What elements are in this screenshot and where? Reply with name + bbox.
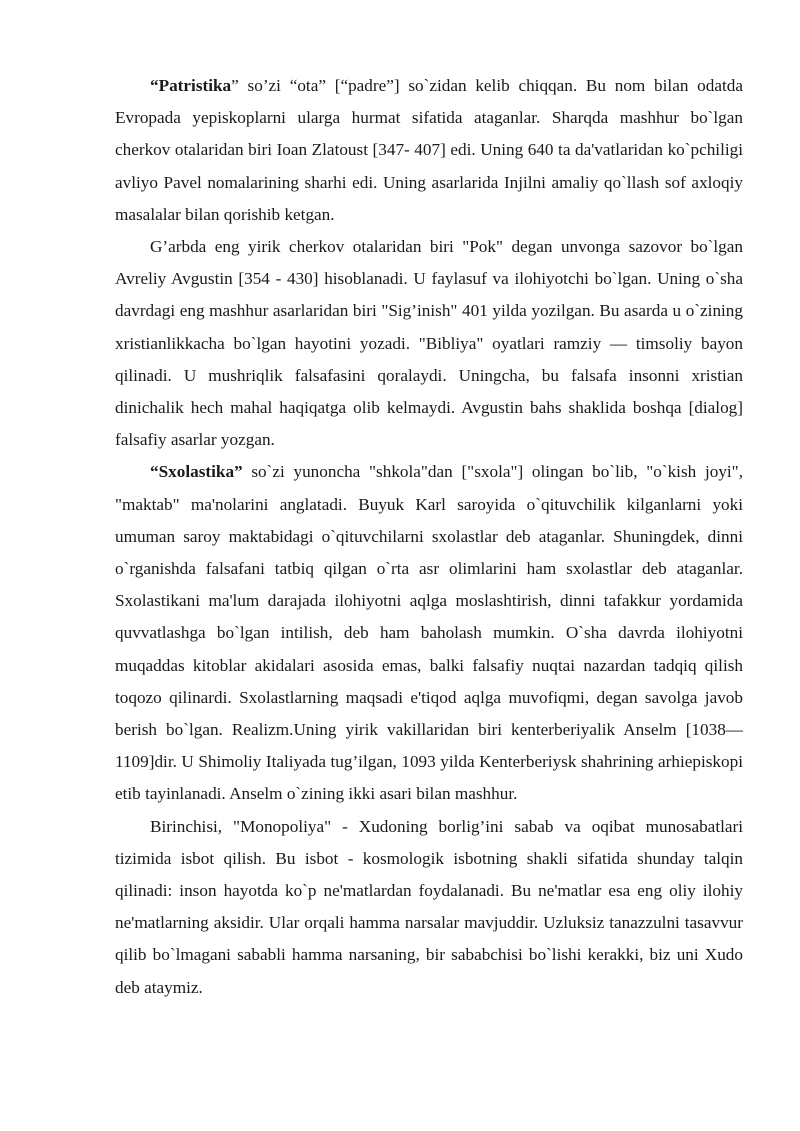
paragraph-sxolastika (115, 456, 743, 810)
term-sxolastika: “Sxolastika” (150, 462, 243, 482)
paragraph-avgustin (115, 231, 743, 456)
paragraph-text: so`zi yunoncha "shkola"dan ["sxola"] olingan bo`lib, "o`kish joyi", "maktab" ma'nolarini anglatadi. Buyuk Karl saroyida o`qituvchilik kilganlarni yoki umuman saroy maktabidagi o`qituvchilarni sxolastlar deb ataganlar. Shuningdek, dinni o`rganishda falsafani tatbiq qilgan o`rta asr olimlarini ham sxolastlar deb ataganlar. Sxolastikani ma'lum darajada ilohiyotni aqlga moslashtirish, dinni tafakkur yordamida quvvatlashga bo`lgan intilish, deb ham baholash mumkin. O`sha davrda ilohiyotni muqaddas kitoblar akidalari asosida emas, balki falsafiy nuqtai nazardan tadqiq qilish toqozo qilinardi. Sxolastlarning maqsadi e'tiqod aqlga muvofiqmi, degan savolga javob berish bo`lgan. Realizm.Uning yirik vakillaridan biri kenterberiyalik Anselm [1038— 1109]dir. U Shimoliy Italiyada tug’ilgan, 1093 yilda Kenterberiysk shahrining arhiepiskopi etib tayinlanadi. Anselm o`zining ikki asari bilan mashhur. (115, 462, 743, 804)
paragraph-text: G’arbda eng yirik cherkov otalaridan biri "Pok" degan unvonga sazovor bo`lgan Avreliy Avgustin [354 - 430] hisoblanadi. U faylasuf va ilohiyotchi bo`lgan. Uning o`sha davrdagi eng mashhur asarlaridan biri "Sig’inish" 401 yilda yozilgan. Bu asarda u o`zining xristianlikkacha bo`lgan hayotini yozadi. "Bibliya" oyatlari ramziy — timsoliy bayon qilinadi. U mushriqlik falsafasini qoralaydi. Uningcha, bu falsafa insonni xristian dinichalik hech mahal haqiqatga olib kelmaydi. Avgustin bahs shaklida boshqa [dialog] falsafiy asarlar yozgan. (115, 237, 743, 450)
document-page (115, 70, 743, 1004)
paragraph-text: ” so’zi “ota” [“padre”] so`zidan kelib chiqqan. Bu nom bilan odatda Evropada yepiskoplarni ularga hurmat sifatida ataganlar. Sharqda mashhur bo`lgan cherkov otalaridan biri Ioan Zlatoust [347- 407] edi. Uning 640 ta da'vatlaridan ko`pchiligi avliyo Pavel nomalarining sharhi edi. Uning asarlarida Injilni amaliy qo`llash sof axloqiy masalalar bilan qorishib ketgan. (115, 76, 743, 224)
term-patristika: “Patristika (150, 76, 232, 95)
paragraph-text: Birinchisi, "Monopoliya" - Xudoning borlig’ini sabab va oqibat munosabatlari tizimida isbot qilish. Bu isbot - kosmologik isbotning shakli sifatida shunday talqin qilinadi: inson hayotda ko`p ne'matlardan foydalanadi. Bu ne'matlar esa eng oliy ilohiy ne'matlarning aksidir. Ular orqali hamma narsalar mavjuddir. Uzluksiz tanazzulni tasavvur qilib bo`lmagani sababli hamma narsaning, bir sababchisi bo`lishi kerakki, biz uni Xudo deb ataymiz. (115, 816, 743, 997)
paragraph-patristika (115, 70, 743, 231)
paragraph-monopoliya (115, 811, 743, 1004)
